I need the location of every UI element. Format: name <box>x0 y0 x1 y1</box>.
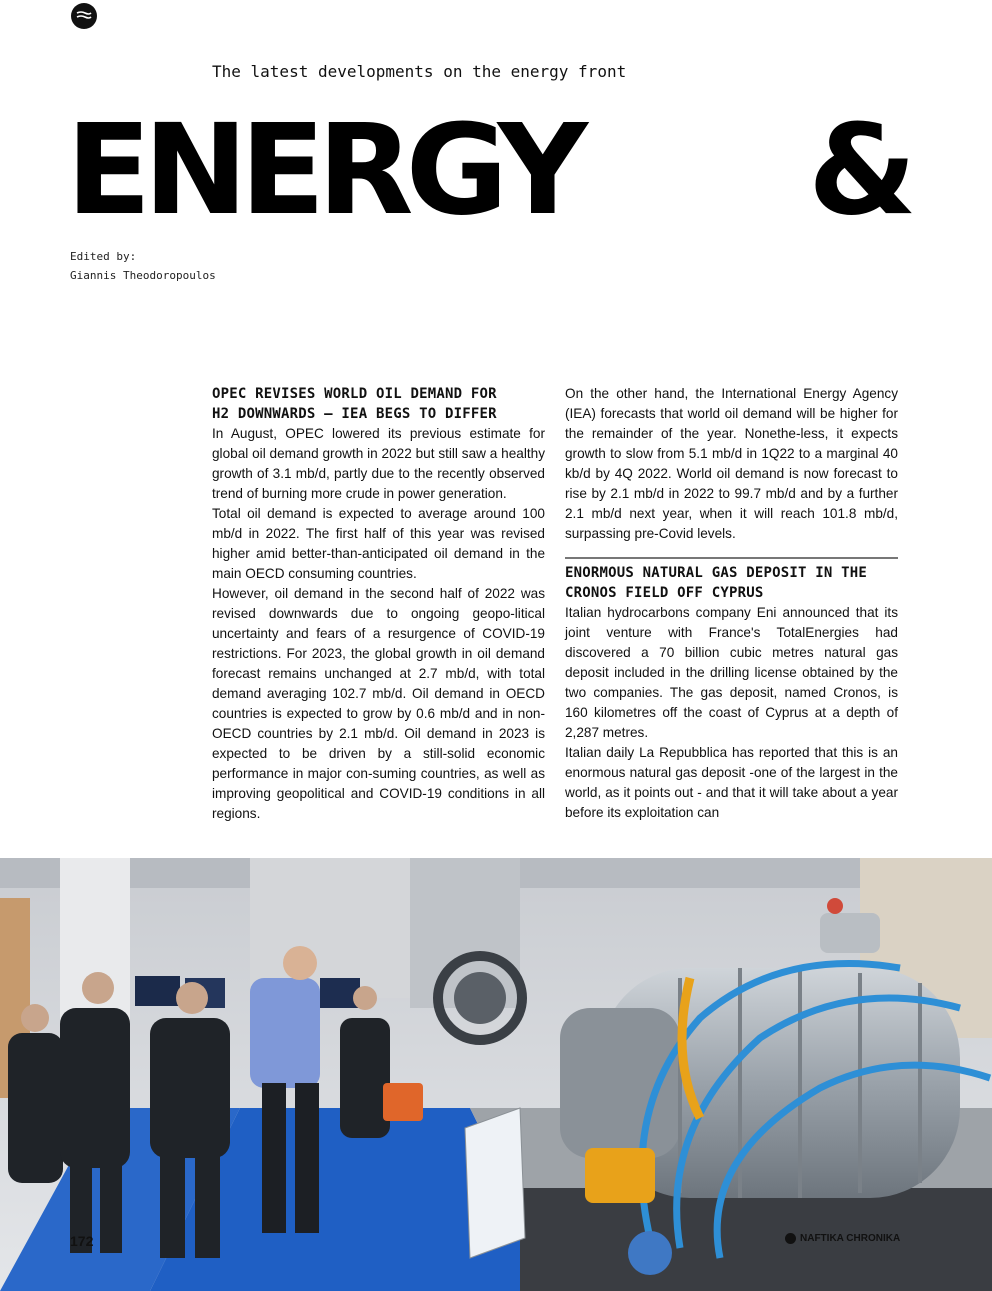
edited-by-label: Edited by: <box>70 250 137 263</box>
brand-name: NAFTIKA CHRONIKA <box>800 1233 901 1244</box>
cronos-headline-line2: CRONOS FIELD OFF CYPRUS <box>565 585 764 601</box>
cronos-paragraph: Italian daily La Repubblica has reported that this is an enormous natural gas deposit -one of the largest in the world, as it points out - and that it will take about a year before its exploitation can <box>565 745 898 820</box>
exhibition-photo <box>0 858 992 1291</box>
editor-credit <box>70 247 216 285</box>
opec-headline-line1: OPEC REVISES WORLD OIL DEMAND FOR <box>212 386 497 402</box>
opec-paragraph: In August, OPEC lowered its previous estimate for global oil demand growth in 2022 but still saw a healthy growth of 3.1 mb/d, partly due to the recently observed trend of burning more crude in power generation. <box>212 426 545 501</box>
wave-icon <box>76 10 92 22</box>
editor-name: Giannis Theodoropoulos <box>70 269 216 282</box>
opec-headline <box>212 384 545 424</box>
opec-paragraph: However, oil demand in the second half of 2022 was revised downwards due to ongoing geopo-litical uncertainty and fears of a resurgence of COVID-19 restrictions. For 2023, the global growth in oil demand forecast remains unchanged at 2.7 mb/d, with total demand averaging 102.7 mb/d. Oil demand in OECD countries is expected to grow by 0.6 mb/d and in non-OECD countries by 2.1 mb/d. Oil demand in 2023 is expected to be driven by a still-solid economic performance in major con-suming countries, as well as improving geopolitical and COVID-19 conditions in all regions. <box>212 586 545 821</box>
page-number: 172 <box>70 1233 94 1249</box>
cronos-headline <box>565 563 898 603</box>
magazine-brand <box>785 1233 900 1244</box>
gas-turbine-exhibit-image <box>0 858 992 1291</box>
opec-headline-line2: H2 DOWNWARDS – IEA BEGS TO DIFFER <box>212 406 497 422</box>
section-tagline: The latest developments on the energy front <box>212 62 627 81</box>
brand-logo-icon <box>785 1233 796 1244</box>
article-column-right <box>565 384 898 823</box>
opec-continuation: On the other hand, the International Energy Agency (IEA) forecasts that world oil demand will be higher for the remainder of the year. Nonethe-less, it expects growth to slow from 5.1 mb/d in 1Q22 to a marginal 40 kb/d by 4Q 2022. World oil demand is now forecast to rise by 2.1 mb/d in 2022 to 99.7 mb/d and by a further 2.1 mb/d next year, when it will reach 101.8 mb/d, surpassing pre-Covid levels. <box>565 386 898 541</box>
cronos-paragraph: Italian hydrocarbons company Eni announced that its joint venture with France's TotalEnergies had discovered a 70 billion cubic metres natural gas deposit included in the drilling license obtained by the two companies. The gas deposit, named Cronos, is 160 kilometres off the coast of Cyprus at a depth of 2,287 metres. <box>565 605 898 740</box>
section-title-ampersand: & <box>808 98 918 243</box>
cronos-headline-line1: ENORMOUS NATURAL GAS DEPOSIT IN THE <box>565 565 868 581</box>
article-divider <box>565 557 898 559</box>
magazine-logo-icon <box>71 3 97 29</box>
article-column-left <box>212 384 545 824</box>
section-title: ENERGY <box>66 98 581 243</box>
opec-paragraph: Total oil demand is expected to average around 100 mb/d in 2022. The first half of this year was revised higher amid better-than-anticipated oil demand in the main OECD consuming countries. <box>212 506 545 581</box>
